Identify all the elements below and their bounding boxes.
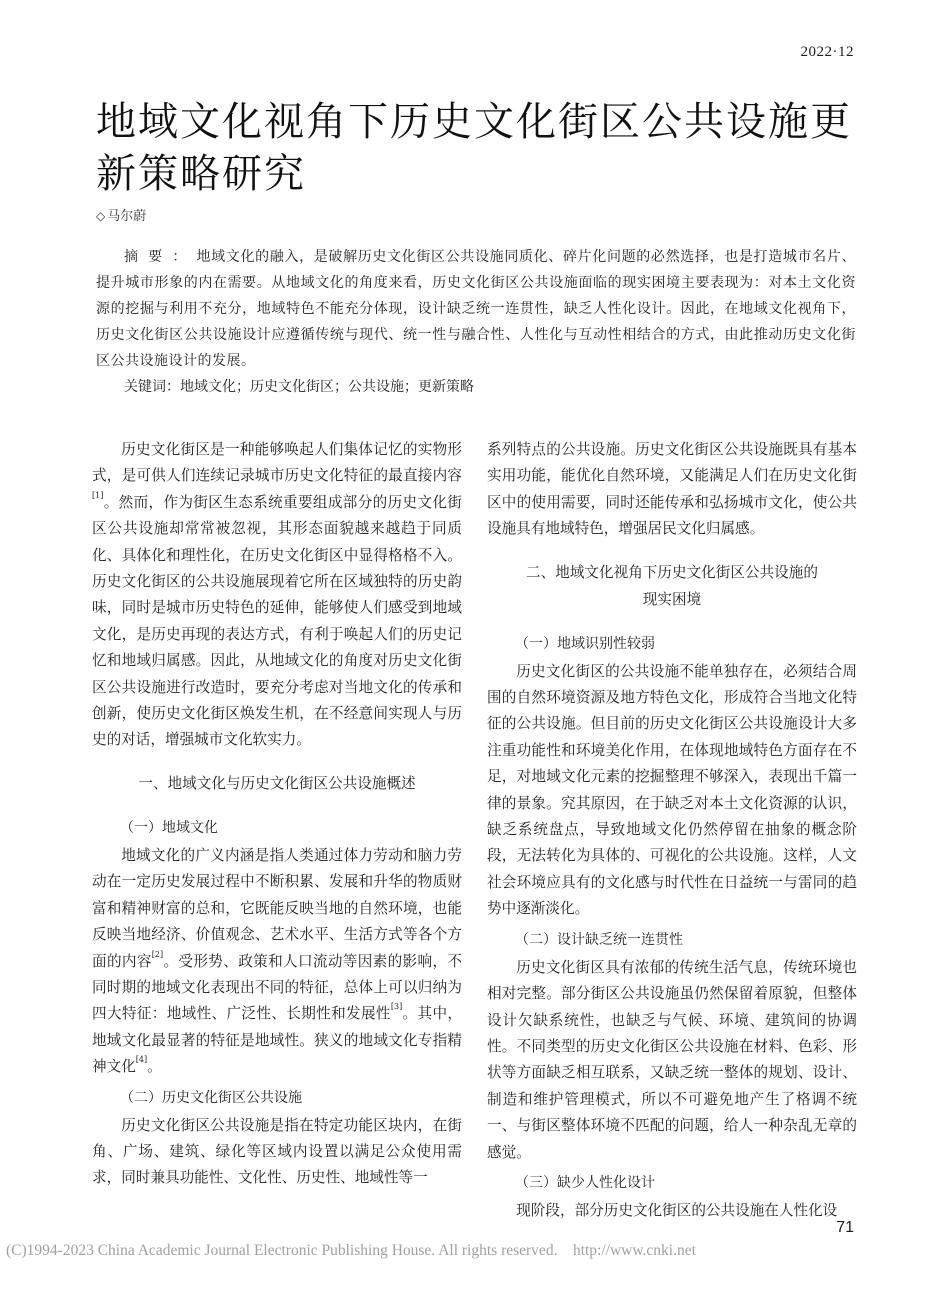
citation-ref: [1]: [92, 490, 104, 500]
subsection-heading: （二）设计缺乏统一连贯性: [515, 931, 683, 948]
copyright-notice: (C)1994-2023 China Academic Journal Electronic Publishing House. All rights reserved. http://www.cnki.net: [6, 1242, 696, 1259]
citation-ref: [4]: [135, 1055, 148, 1065]
diamond-icon: ◇: [96, 209, 106, 223]
body-paragraph: 历史文化街区具有浓郁的传统生活气息，传统环境也相对完整。部分街区公共设施虽仍然保留着原貌，但整体设计欠缺系统性，也缺乏与气候、环境、建筑间的协调性。不同类型的历史文化街区公共设施在材料、色彩、形状等方面缺乏相互联系，又缺乏统一整体的规划、设计、制造和维护管理模式，所以不可避免地产生了格调不统一、与街区整体环境不匹配的问题，给人一种杂乱无章的感觉。: [487, 958, 857, 1161]
section-heading-line: 现实困境: [642, 590, 702, 608]
subsection-heading: （二）历史文化街区公共设施: [120, 1089, 302, 1106]
intro-text-b: 。然而，作为街区生态系统重要组成部分的历史文化街区公共设施却常常被忽视，其形态面貌越来越趋于同质化、具体化和理性化，在历史文化街区中显得格格不入。历史文化街区的公共设施展现着它所在区域独特的历史韵味，同时是城市历史特色的延伸，能够使人们感受到地域文化，是历史再现的表达方式，有利于唤起人们的历史记忆和地域归属感。因此，从地域文化的角度对历史文化街区公共设施进行改造时，要充分考虑对当地文化的传承和创新，使历史文化街区焕发生机，在不经意间实现人与历史的对话，增强城市文化软实力。: [92, 493, 462, 749]
author-line: [96, 205, 146, 224]
article-title: 地域文化视角下历史文化街区公共设施更新策略研究: [96, 99, 852, 197]
body-paragraph: 历史文化街区的公共设施不能单独存在，必须结合周围的自然环境资源及地方特色文化，形成符合当地文化特征的公共设施。但目前的历史文化街区公共设施设计大多注重功能性和环境美化作用，在体现地域特色方面存在不足，对地域文化元素的挖掘整理不够深入，表现出千篇一律的景象。究其原因，在于缺乏对本土文化资源的认识，缺乏系统盘点，导致地域文化仍然停留在抽象的概念阶段，无法转化为具体的、可视化的公共设施。这样，人文社会环境应具有的文化感与时代性在日益统一与雷同的趋势中逐渐淡化。: [487, 662, 857, 918]
para-text: 地域文化的广义内涵是指人类通过体力劳动和脑力劳动在一定历史发展过程中不断积累、发展和升华的物质财富和精神财富的总和，它既能反映当地的自然环境，也能反映当地经济、价值观念、艺术水平、生活方式等各个方面的内容: [92, 846, 462, 970]
abstract-text: 地域文化的融入，是破解历史文化街区公共设施同质化、碎片化问题的必然选择，也是打造城市名片、提升城市形象的内在需要。从地域文化的角度来看，历史文化街区公共设施面临的现实困境主要表现为：对本土文化资源的挖掘与利用不充分，地域特色不能充分体现，设计缺乏统一连贯性，缺乏人性化设计。因此，在地域文化视角下，历史文化街区公共设施设计应遵循传统与现代、统一性与融合性、人性化与互动性相结合的方式，由此推动历史文化街区公共设施设计的发展。: [96, 249, 857, 369]
intro-paragraph: [92, 437, 462, 754]
body-paragraph: 系列特点的公共设施。历史文化街区公共设施既具有基本实用功能，能优化自然环境，又能满足人们在历史文化街区中的使用需要，同时还能传承和弘扬城市文化，使公共设施具有地域特色，增强居民文化归属感。: [487, 441, 857, 538]
keywords: 关键词：地域文化；历史文化街区；公共设施；更新策略: [124, 379, 474, 395]
citation-ref: [3]: [390, 1002, 403, 1012]
body-paragraph: 历史文化街区公共设施是指在特定功能区块内，在街角、广场、建筑、绿化等区域内设置以满足公众使用需求，同时兼具功能性、文化性、历史性、地域性等一: [92, 1116, 462, 1187]
para-text: 。其中，地域文化最显著的特征是地域性。狭义的地域文化专指精神文化: [92, 1005, 462, 1076]
author-name: 马尔蔚: [107, 209, 147, 224]
left-column: [92, 437, 462, 1192]
section-heading: [487, 559, 857, 613]
right-column: [487, 437, 857, 1224]
abstract: [96, 244, 856, 374]
abstract-label: 摘要：: [124, 249, 197, 265]
issue-number: 2022·12: [800, 44, 854, 60]
para-text: 。受形势、政策和人口流动等因素的影响，不同时期的地域文化表现出不同的特征，总体上可以归纳为四大特征：地域性、广泛性、长期性和发展性: [92, 952, 462, 1023]
para-text: 。: [147, 1058, 162, 1076]
body-paragraph: [92, 843, 462, 1081]
subsection-heading: （一）地域识别性较弱: [515, 635, 655, 652]
intro-text-a: 历史文化街区是一种能够唤起人们集体记忆的实物形式，是可供人们连续记录城市历史文化特征的最直接内容: [92, 441, 462, 485]
page-number: 71: [836, 1219, 854, 1236]
subsection-heading: （三）缺少人性化设计: [515, 1174, 655, 1191]
citation-ref: [2]: [151, 949, 164, 959]
subsection-heading: （一）地域文化: [120, 819, 218, 836]
section-heading-line: 二、地域文化视角下历史文化街区公共设施的: [526, 563, 818, 581]
body-paragraph: 现阶段，部分历史文化街区的公共设施在人性化设: [516, 1201, 838, 1219]
section-heading: 一、地域文化与历史文化街区公共设施概述: [138, 774, 416, 792]
